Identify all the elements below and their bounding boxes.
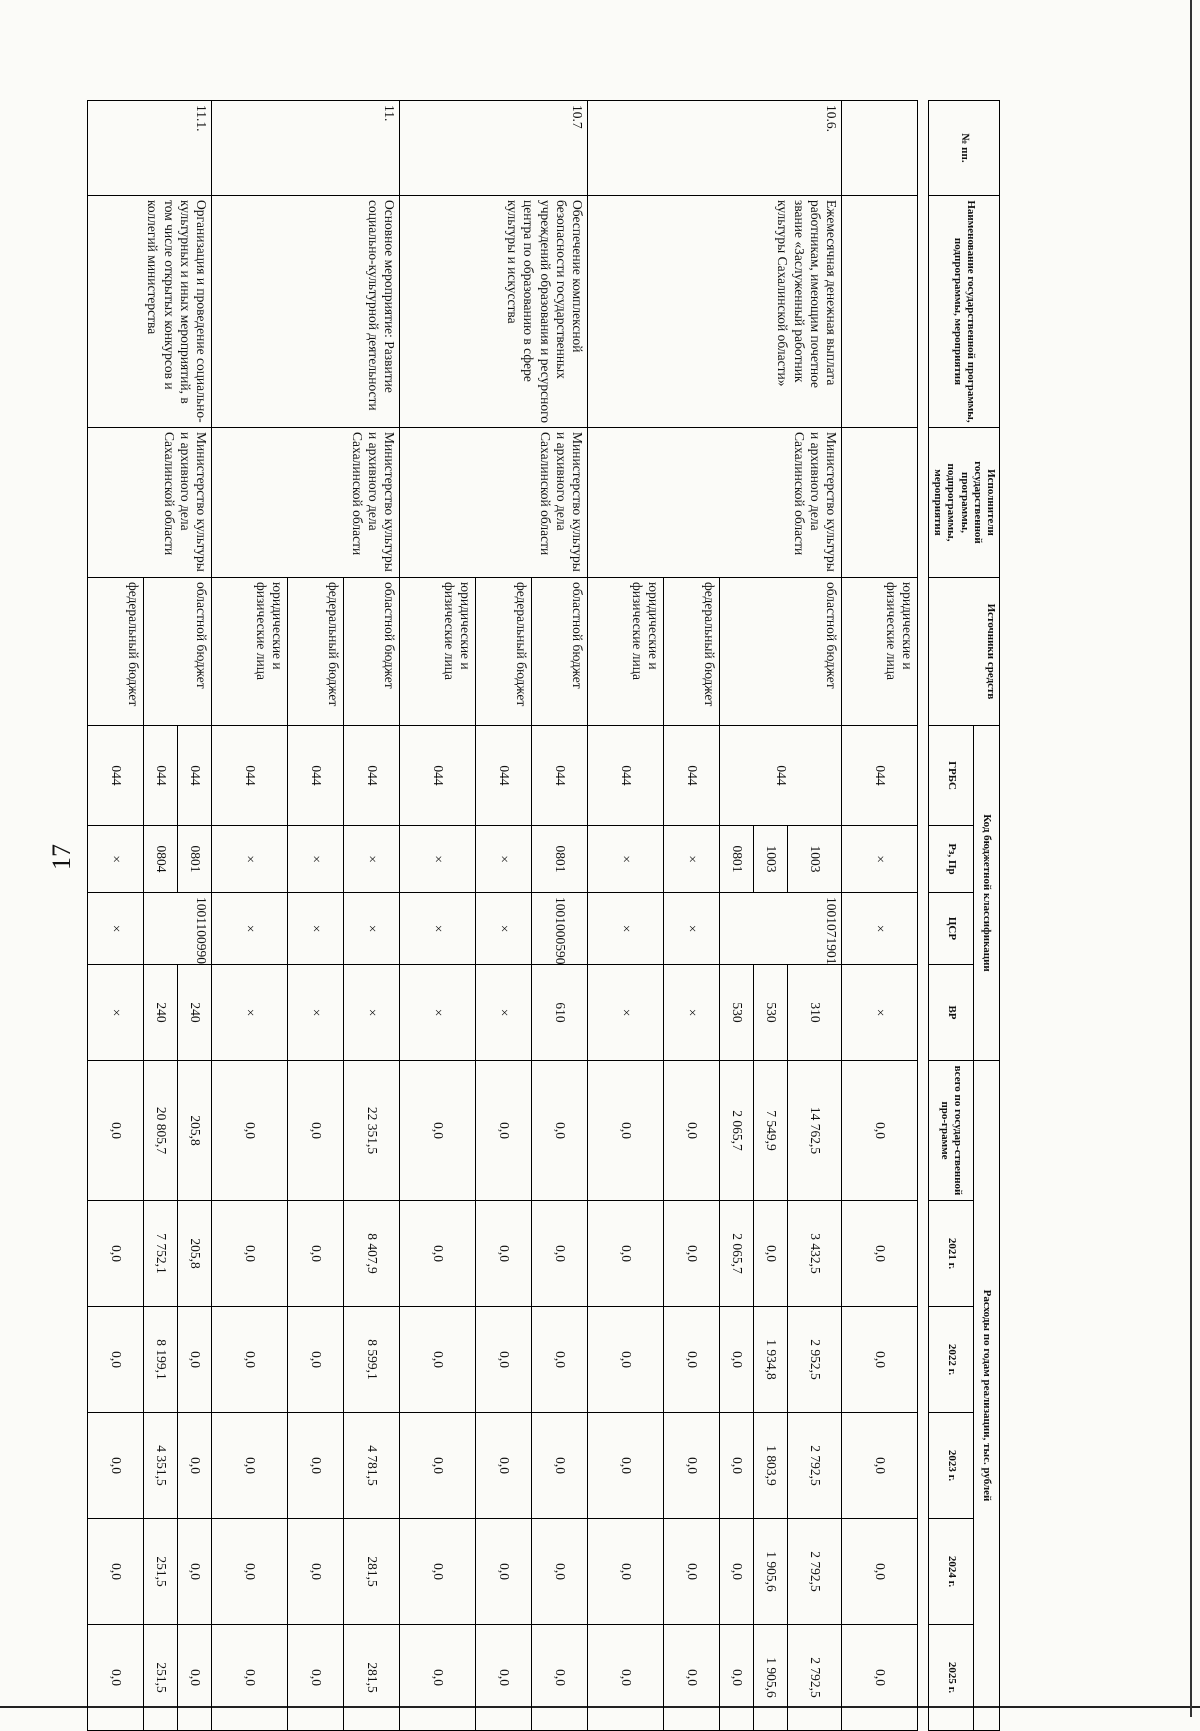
cell-total: 0,0 xyxy=(288,1061,344,1201)
cell-2021: 0,0 xyxy=(754,1201,788,1307)
cell-grbs: 044 xyxy=(400,726,476,826)
cell-2022: 1 934,8 xyxy=(754,1307,788,1413)
col-csr-header: ЦСР xyxy=(929,893,974,965)
cell-csr: × xyxy=(842,893,918,965)
cell-2025: 0,0 xyxy=(88,1625,144,1731)
col-rzpr-header: Рз, Пр xyxy=(929,826,974,893)
cell-2021: 0,0 xyxy=(532,1201,588,1307)
cell-vr: 610 xyxy=(532,965,588,1061)
cell-executor: Министерство культуры и архивного дела Сахалинской области xyxy=(88,428,212,578)
cell-2022: 0,0 xyxy=(532,1307,588,1413)
cell-source: областной бюджет xyxy=(144,578,212,726)
cell-2024: 281,5 xyxy=(344,1519,400,1625)
cell-rzpr: 1003 xyxy=(754,826,788,893)
cell-2024: 1 905,6 xyxy=(754,1519,788,1625)
col-executors-header: Исполнители государственной программы, подпрограммы, мероприятия xyxy=(929,428,1000,578)
cell-csr: × xyxy=(344,893,400,965)
cell-2022: 8 599,1 xyxy=(344,1307,400,1413)
cell-2021: 7 752,1 xyxy=(144,1201,178,1307)
cell-rzpr: × xyxy=(344,826,400,893)
cell-2021: 0,0 xyxy=(664,1201,720,1307)
cell-num: 11. xyxy=(212,101,400,196)
cell-2025: 2 792,5 xyxy=(788,1625,842,1731)
cell-2022: 0,0 xyxy=(88,1307,144,1413)
cell-2023: 0,0 xyxy=(664,1413,720,1519)
cell-vr: × xyxy=(88,965,144,1061)
cell-rzpr: × xyxy=(476,826,532,893)
cell-2025: 0,0 xyxy=(178,1625,212,1731)
cell-grbs: 044 xyxy=(842,726,918,826)
cell-vr: 530 xyxy=(754,965,788,1061)
cell-grbs: 044 xyxy=(476,726,532,826)
cell-total: 22 351,5 xyxy=(344,1061,400,1201)
header-gap-cell xyxy=(918,101,929,1731)
col-num-header: № пп. xyxy=(929,101,1000,196)
cell-total: 205,8 xyxy=(178,1061,212,1201)
cell-num xyxy=(842,101,918,196)
table-row xyxy=(842,101,918,1731)
cell-2023: 0,0 xyxy=(588,1413,664,1519)
cell-2023: 4 781,5 xyxy=(344,1413,400,1519)
cell-csr: × xyxy=(588,893,664,965)
cell-2025: 0,0 xyxy=(720,1625,754,1731)
cell-2023: 4 351,5 xyxy=(144,1413,178,1519)
col-total-header: всего по государ-ственной про-грамме xyxy=(929,1061,974,1201)
expenses-header: Расходы по годам реализации, тыс. рублей xyxy=(973,1061,999,1731)
cell-2022: 0,0 xyxy=(476,1307,532,1413)
cell-2023: 0,0 xyxy=(178,1413,212,1519)
cell-total: 0,0 xyxy=(88,1061,144,1201)
cell-total: 0,0 xyxy=(588,1061,664,1201)
page-edge-right xyxy=(1190,0,1192,1717)
cell-name: Организация и проведение социально-культурных и иных мероприятий, в том числе открытых конкурсов и коллегий министерства xyxy=(88,196,212,428)
cell-2023: 0,0 xyxy=(842,1413,918,1519)
col-2025-header: 2025 г. xyxy=(929,1625,974,1731)
cell-grbs: 044 xyxy=(344,726,400,826)
cell-2023: 0,0 xyxy=(476,1413,532,1519)
cell-rzpr: × xyxy=(288,826,344,893)
cell-2025: 0,0 xyxy=(476,1625,532,1731)
cell-source: областной бюджет xyxy=(344,578,400,726)
cell-name: Ежемесячная денежная выплата работникам, имеющим почетное звание «Заслуженный работник культуры Сахалинской области» xyxy=(588,196,842,428)
cell-2022: 0,0 xyxy=(588,1307,664,1413)
cell-2025: 0,0 xyxy=(288,1625,344,1731)
cell-vr: × xyxy=(288,965,344,1061)
budget-code-header: Код бюджетной классификации xyxy=(973,726,999,1061)
cell-2024: 0,0 xyxy=(288,1519,344,1625)
cell-grbs: 044 xyxy=(178,726,212,826)
cell-2023: 0,0 xyxy=(88,1413,144,1519)
cell-csr: × xyxy=(476,893,532,965)
cell-csr: 1001071901 xyxy=(720,893,842,965)
col-2024-header: 2024 г. xyxy=(929,1519,974,1625)
table-row xyxy=(532,101,588,1731)
cell-csr: × xyxy=(88,893,144,965)
cell-2021: 8 407,9 xyxy=(344,1201,400,1307)
cell-vr: × xyxy=(588,965,664,1061)
page-number: 17 xyxy=(47,844,76,870)
cell-2024: 0,0 xyxy=(588,1519,664,1625)
cell-2025: 0,0 xyxy=(212,1625,288,1731)
cell-2021: 0,0 xyxy=(88,1201,144,1307)
cell-2021: 2 065,7 xyxy=(720,1201,754,1307)
cell-source: юридические и физические лица xyxy=(842,578,918,726)
cell-total: 0,0 xyxy=(400,1061,476,1201)
cell-total: 0,0 xyxy=(664,1061,720,1201)
cell-csr: × xyxy=(400,893,476,965)
cell-total: 0,0 xyxy=(476,1061,532,1201)
cell-total: 7 549,9 xyxy=(754,1061,788,1201)
cell-executor: Министерство культуры и архивного дела Сахалинской области xyxy=(212,428,400,578)
cell-executor xyxy=(842,428,918,578)
table-row xyxy=(344,101,400,1731)
cell-total: 2 065,7 xyxy=(720,1061,754,1201)
cell-vr: × xyxy=(664,965,720,1061)
cell-2024: 0,0 xyxy=(88,1519,144,1625)
col-sources-header: Источники средств xyxy=(929,578,1000,726)
col-grbs-header: ГРБС xyxy=(929,726,974,826)
cell-source: юридические и физические лица xyxy=(400,578,476,726)
cell-total: 0,0 xyxy=(842,1061,918,1201)
cell-2024: 251,5 xyxy=(144,1519,178,1625)
cell-grbs: 044 xyxy=(720,726,842,826)
col-2021-header: 2021 г. xyxy=(929,1201,974,1307)
cell-total: 0,0 xyxy=(532,1061,588,1201)
cell-executor: Министерство культуры и архивного дела Сахалинской области xyxy=(400,428,588,578)
cell-2023: 0,0 xyxy=(212,1413,288,1519)
cell-2024: 0,0 xyxy=(720,1519,754,1625)
cell-2023: 2 792,5 xyxy=(788,1413,842,1519)
cell-executor: Министерство культуры и архивного дела Сахалинской области xyxy=(588,428,842,578)
cell-2021: 205,8 xyxy=(178,1201,212,1307)
cell-csr: × xyxy=(288,893,344,965)
cell-grbs: 044 xyxy=(588,726,664,826)
cell-rzpr: × xyxy=(842,826,918,893)
cell-2025: 251,5 xyxy=(144,1625,178,1731)
cell-2024: 2 792,5 xyxy=(788,1519,842,1625)
cell-2024: 0,0 xyxy=(178,1519,212,1625)
cell-vr: 530 xyxy=(720,965,754,1061)
cell-2022: 8 199,1 xyxy=(144,1307,178,1413)
col-vr-header: ВР xyxy=(929,965,974,1061)
cell-source: областной бюджет xyxy=(532,578,588,726)
cell-2022: 0,0 xyxy=(212,1307,288,1413)
cell-vr: × xyxy=(842,965,918,1061)
cell-2021: 3 432,5 xyxy=(788,1201,842,1307)
cell-source: юридические и физические лица xyxy=(212,578,288,726)
cell-rzpr: 0801 xyxy=(532,826,588,893)
cell-num: 10.6. xyxy=(588,101,842,196)
cell-name: Основное мероприятие: Развитие социально-культурной деятельности xyxy=(212,196,400,428)
cell-vr: 240 xyxy=(144,965,178,1061)
cell-source: федеральный бюджет xyxy=(664,578,720,726)
cell-2023: 0,0 xyxy=(532,1413,588,1519)
cell-rzpr: × xyxy=(212,826,288,893)
cell-name: Обеспечение комплексной безопасности государственных учреждений образования и ресурсного центра по образованию в сфере культуры и искусства xyxy=(400,196,588,428)
cell-2022: 0,0 xyxy=(664,1307,720,1413)
cell-source: федеральный бюджет xyxy=(476,578,532,726)
cell-vr: × xyxy=(344,965,400,1061)
cell-grbs: 044 xyxy=(88,726,144,826)
cell-2025: 0,0 xyxy=(532,1625,588,1731)
cell-csr: 1001100990 xyxy=(144,893,212,965)
cell-vr: 240 xyxy=(178,965,212,1061)
cell-2024: 0,0 xyxy=(842,1519,918,1625)
cell-2024: 0,0 xyxy=(664,1519,720,1625)
cell-rzpr: × xyxy=(588,826,664,893)
cell-2025: 0,0 xyxy=(842,1625,918,1731)
cell-2025: 0,0 xyxy=(664,1625,720,1731)
cell-2022: 2 952,5 xyxy=(788,1307,842,1413)
cell-2022: 0,0 xyxy=(842,1307,918,1413)
cell-2023: 1 803,9 xyxy=(754,1413,788,1519)
cell-2022: 0,0 xyxy=(400,1307,476,1413)
cell-source: юридические и физические лица xyxy=(588,578,664,726)
cell-2024: 0,0 xyxy=(212,1519,288,1625)
cell-csr: 1001000590 xyxy=(532,893,588,965)
table-row xyxy=(178,101,212,1731)
cell-csr: × xyxy=(212,893,288,965)
cell-2023: 0,0 xyxy=(720,1413,754,1519)
cell-2022: 0,0 xyxy=(178,1307,212,1413)
cell-2021: 0,0 xyxy=(842,1201,918,1307)
cell-source: областной бюджет xyxy=(720,578,842,726)
cell-2024: 0,0 xyxy=(400,1519,476,1625)
cell-2021: 0,0 xyxy=(400,1201,476,1307)
cell-total: 20 805,7 xyxy=(144,1061,178,1201)
cell-2025: 0,0 xyxy=(588,1625,664,1731)
cell-vr: × xyxy=(212,965,288,1061)
table-row xyxy=(788,101,842,1731)
col-name-header: Наименование государственной программы, подпрограммы, мероприятия xyxy=(929,196,1000,428)
col-2022-header: 2022 г. xyxy=(929,1307,974,1413)
cell-vr: 310 xyxy=(788,965,842,1061)
cell-2025: 281,5 xyxy=(344,1625,400,1731)
cell-total: 14 762,5 xyxy=(788,1061,842,1201)
rotated-table-container xyxy=(100,100,1000,1730)
cell-grbs: 044 xyxy=(288,726,344,826)
cell-grbs: 044 xyxy=(532,726,588,826)
cell-vr: × xyxy=(476,965,532,1061)
cell-total: 0,0 xyxy=(212,1061,288,1201)
cell-2025: 0,0 xyxy=(400,1625,476,1731)
cell-rzpr: × xyxy=(88,826,144,893)
cell-2021: 0,0 xyxy=(476,1201,532,1307)
cell-2021: 0,0 xyxy=(288,1201,344,1307)
cell-2023: 0,0 xyxy=(400,1413,476,1519)
cell-grbs: 044 xyxy=(664,726,720,826)
cell-rzpr: 0801 xyxy=(720,826,754,893)
cell-rzpr: 0801 xyxy=(178,826,212,893)
cell-2024: 0,0 xyxy=(476,1519,532,1625)
cell-rzpr: 0804 xyxy=(144,826,178,893)
cell-name xyxy=(842,196,918,428)
cell-num: 11.1. xyxy=(88,101,212,196)
cell-grbs: 044 xyxy=(144,726,178,826)
cell-2025: 1 905,6 xyxy=(754,1625,788,1731)
cell-rzpr: × xyxy=(400,826,476,893)
cell-2023: 0,0 xyxy=(288,1413,344,1519)
col-2023-header: 2023 г. xyxy=(929,1413,974,1519)
cell-2021: 0,0 xyxy=(588,1201,664,1307)
budget-table xyxy=(87,100,1000,1731)
cell-2022: 0,0 xyxy=(720,1307,754,1413)
cell-2024: 0,0 xyxy=(532,1519,588,1625)
cell-vr: × xyxy=(400,965,476,1061)
cell-source: федеральный бюджет xyxy=(288,578,344,726)
cell-num: 10.7 xyxy=(400,101,588,196)
cell-grbs: 044 xyxy=(212,726,288,826)
cell-rzpr: × xyxy=(664,826,720,893)
cell-2022: 0,0 xyxy=(288,1307,344,1413)
header-gap xyxy=(918,101,929,1731)
cell-source: федеральный бюджет xyxy=(88,578,144,726)
cell-2021: 0,0 xyxy=(212,1201,288,1307)
cell-rzpr: 1003 xyxy=(788,826,842,893)
header-row-1 xyxy=(973,101,999,1731)
cell-csr: × xyxy=(664,893,720,965)
